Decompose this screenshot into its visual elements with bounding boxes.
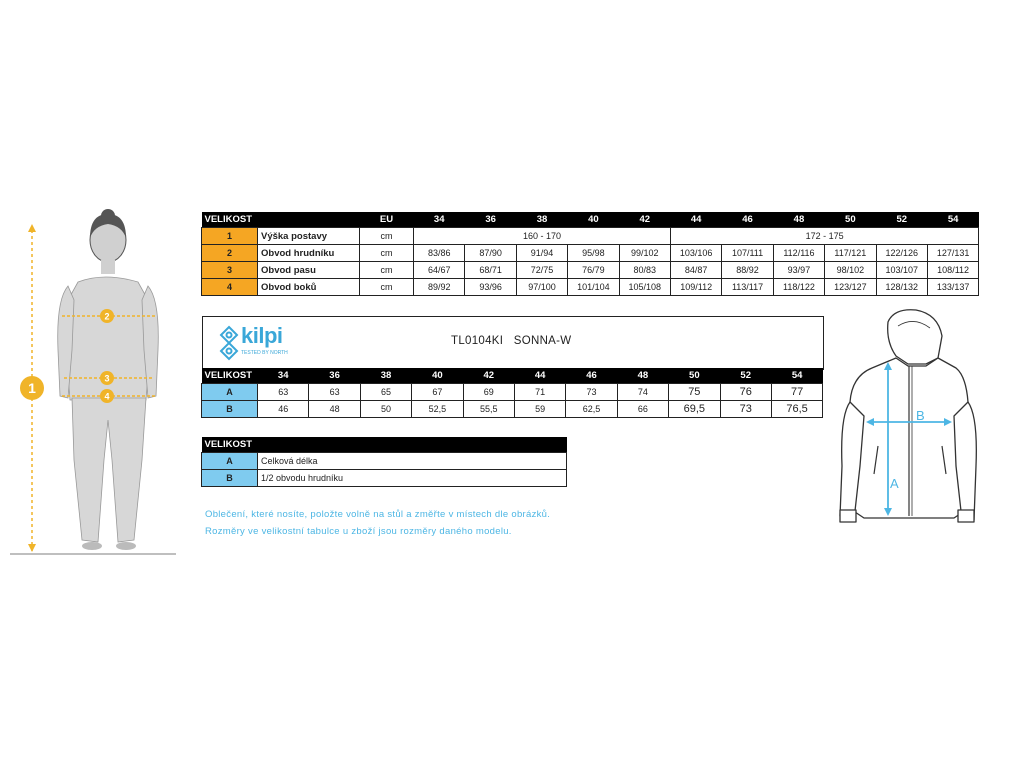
legend-table [201,437,567,487]
note-model-dimensions: Rozměry ve velikostní tabulce u zboží jsou rozměry daného modelu. [205,526,512,537]
value-cell: 93/96 [465,279,516,296]
header-cell: 52 [876,212,927,228]
value-cell: 76 [720,384,771,401]
value-cell: 66 [617,401,668,418]
female-figure-illustration [0,200,190,570]
value-cell: 64/67 [414,262,465,279]
unit-cell: cm [360,262,414,279]
brand-logo-text: kilpi [241,323,283,348]
row-description: 1/2 obvodu hrudníku [258,470,567,487]
header-cell: 50 [669,368,720,384]
value-cell: 83/86 [414,245,465,262]
value-cell: 63 [258,384,309,401]
header-cell: VELIKOST [202,437,567,453]
value-cell: 113/117 [722,279,773,296]
row-number: 4 [202,279,258,296]
table-row [202,279,979,296]
row-number: 2 [202,245,258,262]
unit-cell: cm [360,245,414,262]
row-description: Celková délka [258,453,567,470]
value-cell: 109/112 [670,279,721,296]
header-cell: 44 [670,212,721,228]
value-cell: 74 [617,384,668,401]
table-row [202,384,823,401]
row-label: Obvod boků [258,279,360,296]
row-label: A [202,453,258,470]
value-cell: 127/131 [927,245,978,262]
value-cell: 68/71 [465,262,516,279]
brand-tagline: TESTED BY NORTH [241,350,288,356]
value-cell: 76/79 [568,262,619,279]
header-cell: 36 [309,368,360,384]
value-cell: 80/83 [619,262,670,279]
header-cell: 52 [720,368,771,384]
value-cell: 95/98 [568,245,619,262]
value-cell: 50 [360,401,411,418]
value-cell: 65 [360,384,411,401]
value-cell: 112/116 [773,245,824,262]
header-cell: 34 [258,368,309,384]
table-row [202,262,979,279]
table-row [202,470,567,487]
row-label: Výška postavy [258,228,360,245]
table-row [202,228,979,245]
value-cell: 62,5 [566,401,617,418]
header-cell: 50 [825,212,876,228]
header-cell: 38 [360,368,411,384]
row-number: 1 [202,228,258,245]
height-range-cell: 172 - 175 [670,228,978,245]
value-cell: 118/122 [773,279,824,296]
table-row [202,453,567,470]
value-cell: 87/90 [465,245,516,262]
marker-3 [100,371,114,385]
value-cell: 77 [771,384,822,401]
legend-table-header [202,437,567,453]
value-cell: 89/92 [414,279,465,296]
product-model: TL0104KI SONNA-W [451,335,572,347]
value-cell: 76,5 [771,401,822,418]
value-cell: 69,5 [669,401,720,418]
product-header [202,316,824,370]
note-measuring-instructions: Oblečení, které nosíte, položte volně na stůl a změřte v místech dle obrázků. [205,509,551,520]
value-cell: 84/87 [670,262,721,279]
marker-4 [100,389,114,403]
value-cell: 107/111 [722,245,773,262]
marker-2 [100,309,114,323]
header-cell: 44 [514,368,565,384]
height-range-cell: 160 - 170 [414,228,671,245]
header-cell: 34 [414,212,465,228]
value-cell: 97/100 [516,279,567,296]
value-cell: 103/107 [876,262,927,279]
svg-text:2: 2 [104,311,110,322]
header-cell: 48 [773,212,824,228]
value-cell: 93/97 [773,262,824,279]
value-cell: 72/75 [516,262,567,279]
kilpi-logo-icon [217,325,241,361]
svg-text:3: 3 [104,373,110,384]
value-cell: 103/106 [670,245,721,262]
value-cell: 67 [412,384,463,401]
body-size-table [201,212,979,296]
value-cell: 52,5 [412,401,463,418]
value-cell: 48 [309,401,360,418]
marker-1 [20,376,44,400]
value-cell: 99/102 [619,245,670,262]
value-cell: 55,5 [463,401,514,418]
header-cell: 36 [465,212,516,228]
row-label: Obvod hrudníku [258,245,360,262]
value-cell: 88/92 [722,262,773,279]
header-cell: 54 [771,368,822,384]
row-number: 3 [202,262,258,279]
header-cell: VELIKOST [202,212,360,228]
unit-cell: cm [360,279,414,296]
header-cell: 48 [617,368,668,384]
table-row [202,401,823,418]
value-cell: 91/94 [516,245,567,262]
value-cell: 46 [258,401,309,418]
value-cell: 101/104 [568,279,619,296]
table-row [202,245,979,262]
row-label: B [202,401,258,418]
header-cell: 42 [619,212,670,228]
value-cell: 128/132 [876,279,927,296]
jacket-illustration [834,306,980,536]
value-cell: 73 [720,401,771,418]
value-cell: 73 [566,384,617,401]
value-cell: 133/137 [927,279,978,296]
svg-text:1: 1 [28,380,36,396]
value-cell: 75 [669,384,720,401]
header-cell: VELIKOST [202,368,258,384]
body-table-header [202,212,979,228]
value-cell: 105/108 [619,279,670,296]
value-cell: 69 [463,384,514,401]
header-cell: 38 [516,212,567,228]
header-cell: 40 [568,212,619,228]
value-cell: 108/112 [927,262,978,279]
value-cell: 122/126 [876,245,927,262]
jacket-marker-b: B [916,408,925,423]
row-label: Obvod pasu [258,262,360,279]
value-cell: 117/121 [825,245,876,262]
value-cell: 98/102 [825,262,876,279]
value-cell: 71 [514,384,565,401]
value-cell: 123/127 [825,279,876,296]
header-cell: 46 [722,212,773,228]
header-cell: 40 [412,368,463,384]
garment-table-header [202,368,823,384]
row-label: A [202,384,258,401]
header-cell: EU [360,212,414,228]
jacket-marker-a: A [890,476,899,491]
unit-cell: cm [360,228,414,245]
header-cell: 42 [463,368,514,384]
value-cell: 59 [514,401,565,418]
garment-size-table [201,368,823,418]
svg-text:4: 4 [104,391,110,402]
header-cell: 54 [927,212,978,228]
row-label: B [202,470,258,487]
value-cell: 63 [309,384,360,401]
header-cell: 46 [566,368,617,384]
